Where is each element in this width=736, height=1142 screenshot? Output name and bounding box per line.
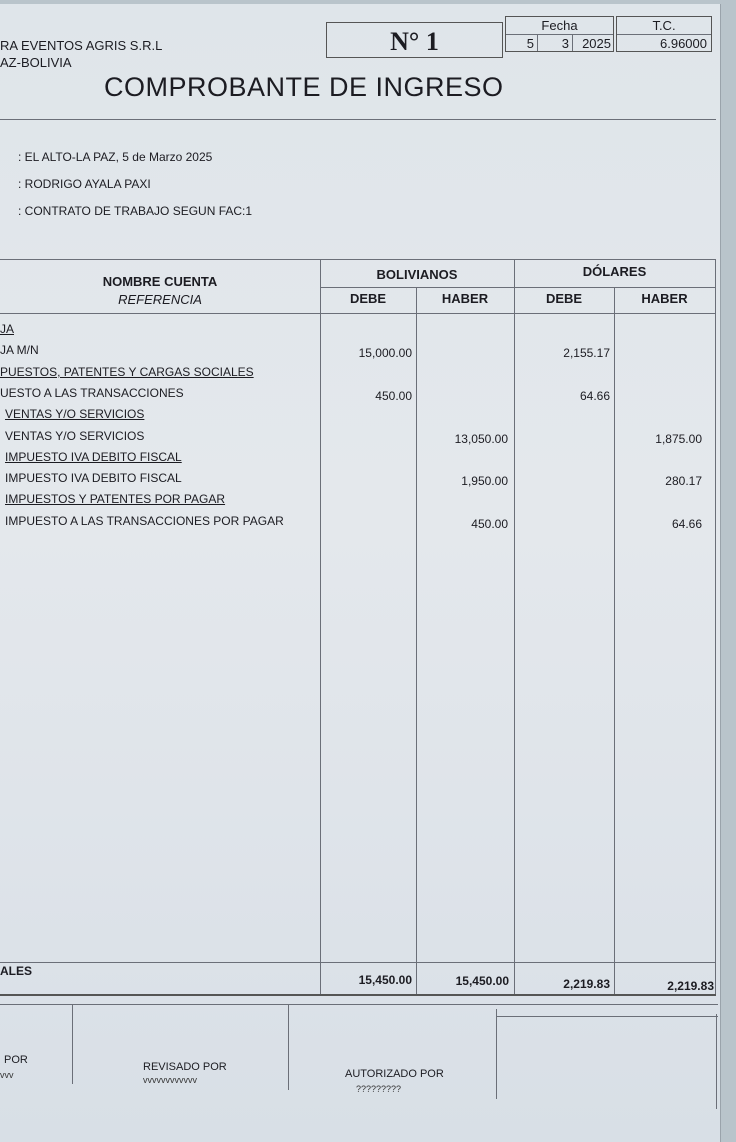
fecha-label: Fecha [541,18,578,33]
header-dolares: DÓLARES [582,264,647,279]
header-bolivianos: BOLIVIANOS [376,267,458,282]
reviewed-marks: vvvvvvvvvvvv [143,1075,197,1085]
tc-box [616,16,712,52]
total-us-haber: 2,219.83 [667,979,714,993]
header-account: NOMBRE CUENTA [102,274,218,289]
row-us-haber: 64.66 [671,517,702,531]
company-name: RA EVENTOS AGRIS S.R.L [0,38,163,53]
voucher-document [0,4,721,1142]
authorized-label: AUTORIZADO POR [345,1068,444,1080]
total-bs-debe: 15,450.00 [358,973,412,987]
elaborated-marks: vvv [0,1070,14,1080]
fecha-day: 5 [526,36,534,51]
tc-value: 6.96000 [660,36,707,51]
authorized-marks: ????????? [356,1084,402,1094]
row-bs-haber: 13,050.00 [454,432,508,446]
place-date: : EL ALTO-LA PAZ, 5 de Marzo 2025 [18,150,213,164]
row-us-haber: 1,875.00 [655,432,702,446]
header-us-debe: DEBE [545,291,583,306]
totals-label: ALES [0,964,33,978]
header-reference: REFERENCIA [118,292,202,307]
row-account: IMPUESTO A LAS TRANSACCIONES POR PAGAR [5,514,284,528]
header-bs-haber: HABER [441,291,489,306]
row-account: IMPUESTO IVA DEBITO FISCAL [5,471,182,485]
row-bs-haber: 1,950.00 [461,474,508,488]
person-name: : RODRIGO AYALA PAXI [18,177,151,191]
fecha-month: 3 [561,36,569,51]
fecha-year: 2025 [582,36,611,51]
document-title: COMPROBANTE DE INGRESO [104,72,504,102]
row-account: PUESTOS, PATENTES Y CARGAS SOCIALES [0,365,254,379]
row-account: VENTAS Y/O SERVICIOS [5,407,145,421]
row-bs-haber: 450.00 [471,517,508,531]
voucher-number: N° 1 [390,27,439,56]
voucher-number-box [326,22,503,58]
row-account: IMPUESTOS Y PATENTES POR PAGAR [5,492,226,506]
row-account: IMPUESTO IVA DEBITO FISCAL [5,450,182,464]
header-bs-debe: DEBE [349,291,387,306]
row-us-debe: 2,155.17 [563,346,610,360]
tc-label: T.C. [652,18,676,33]
row-bs-debe: 450.00 [375,389,412,403]
header-us-haber: HABER [641,291,688,306]
row-us-debe: 64.66 [579,389,610,403]
row-account: VENTAS Y/O SERVICIOS [5,429,145,443]
fecha-box [505,16,614,52]
row-account: UESTO A LAS TRANSACCIONES [0,386,184,400]
total-us-debe: 2,219.83 [563,977,610,991]
row-bs-debe: 15,000.00 [358,346,412,360]
row-account: JA [0,322,15,336]
company-city: AZ-BOLIVIA [0,55,72,70]
divider [0,119,716,120]
row-account: JA M/N [0,343,39,357]
concept: : CONTRATO DE TRABAJO SEGUN FAC:1 [18,204,253,218]
elaborated-label: POR [4,1054,28,1066]
row-us-haber: 280.17 [665,474,702,488]
total-bs-haber: 15,450.00 [455,974,509,988]
reviewed-label: REVISADO POR [143,1061,227,1073]
